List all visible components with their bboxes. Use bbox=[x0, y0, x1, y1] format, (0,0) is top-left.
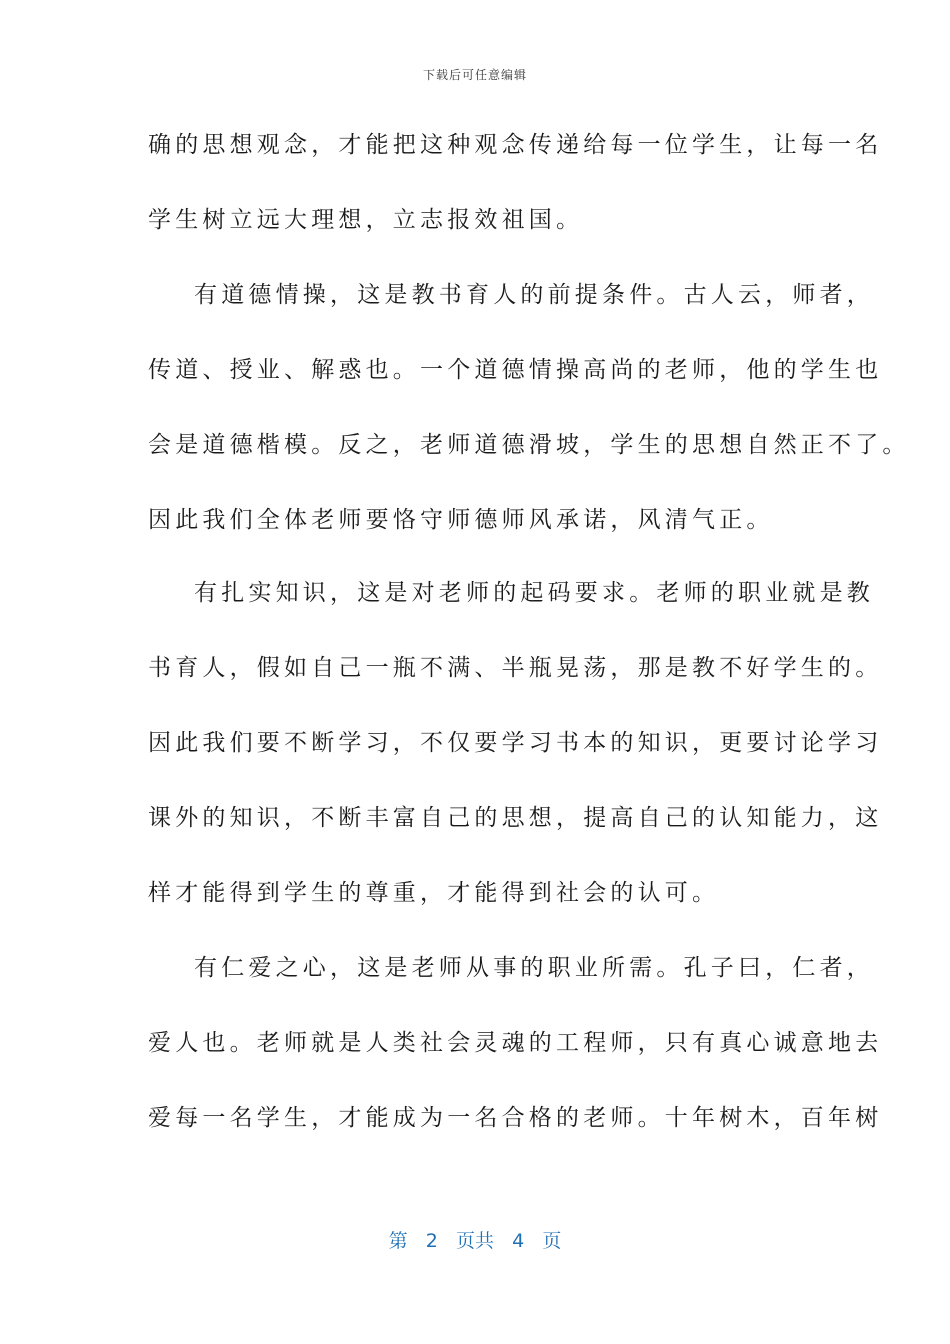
page-footer bbox=[0, 1226, 950, 1253]
page-header: 下载后可任意编辑 bbox=[422, 68, 527, 82]
paragraph-start-line: 有仁爱之心，这是老师从事的职业所需。孔子曰，仁者， bbox=[194, 955, 874, 981]
text-line: 会是道德楷模。反之，老师道德滑坡，学生的思想自然正不了。 bbox=[148, 432, 910, 458]
text-line: 学生树立远大理想，立志报效祖国。 bbox=[148, 207, 584, 233]
text-line: 爱每一名学生，才能成为一名合格的老师。十年树木，百年树 bbox=[148, 1105, 883, 1131]
text-line: 爱人也。老师就是人类社会灵魂的工程师，只有真心诚意地去 bbox=[148, 1030, 883, 1056]
current-page-number: 2 bbox=[425, 1230, 438, 1252]
footer-prefix: 第 bbox=[388, 1230, 408, 1252]
text-line: 课外的知识，不断丰富自己的思想，提高自己的认知能力，这 bbox=[148, 805, 883, 831]
paragraph-start-line: 有扎实知识，这是对老师的起码要求。老师的职业就是教 bbox=[194, 580, 874, 606]
text-line: 因此我们要不断学习，不仅要学习书本的知识，更要讨论学习 bbox=[148, 730, 883, 756]
footer-suffix: 页 bbox=[542, 1230, 562, 1252]
text-line: 传道、授业、解惑也。一个道德情操高尚的老师，他的学生也 bbox=[148, 357, 883, 383]
text-line: 确的思想观念，才能把这种观念传递给每一位学生，让每一名 bbox=[148, 132, 883, 158]
text-line: 样才能得到学生的尊重，才能得到社会的认可。 bbox=[148, 880, 720, 906]
text-line: 因此我们全体老师要恪守师德师风承诺，风清气正。 bbox=[148, 507, 774, 533]
footer-middle: 页共 bbox=[455, 1230, 494, 1252]
text-line: 书育人，假如自己一瓶不满、半瓶晃荡，那是教不好学生的。 bbox=[148, 655, 883, 681]
total-pages-number: 4 bbox=[512, 1230, 525, 1252]
paragraph-start-line: 有道德情操，这是教书育人的前提条件。古人云，师者， bbox=[194, 282, 874, 308]
